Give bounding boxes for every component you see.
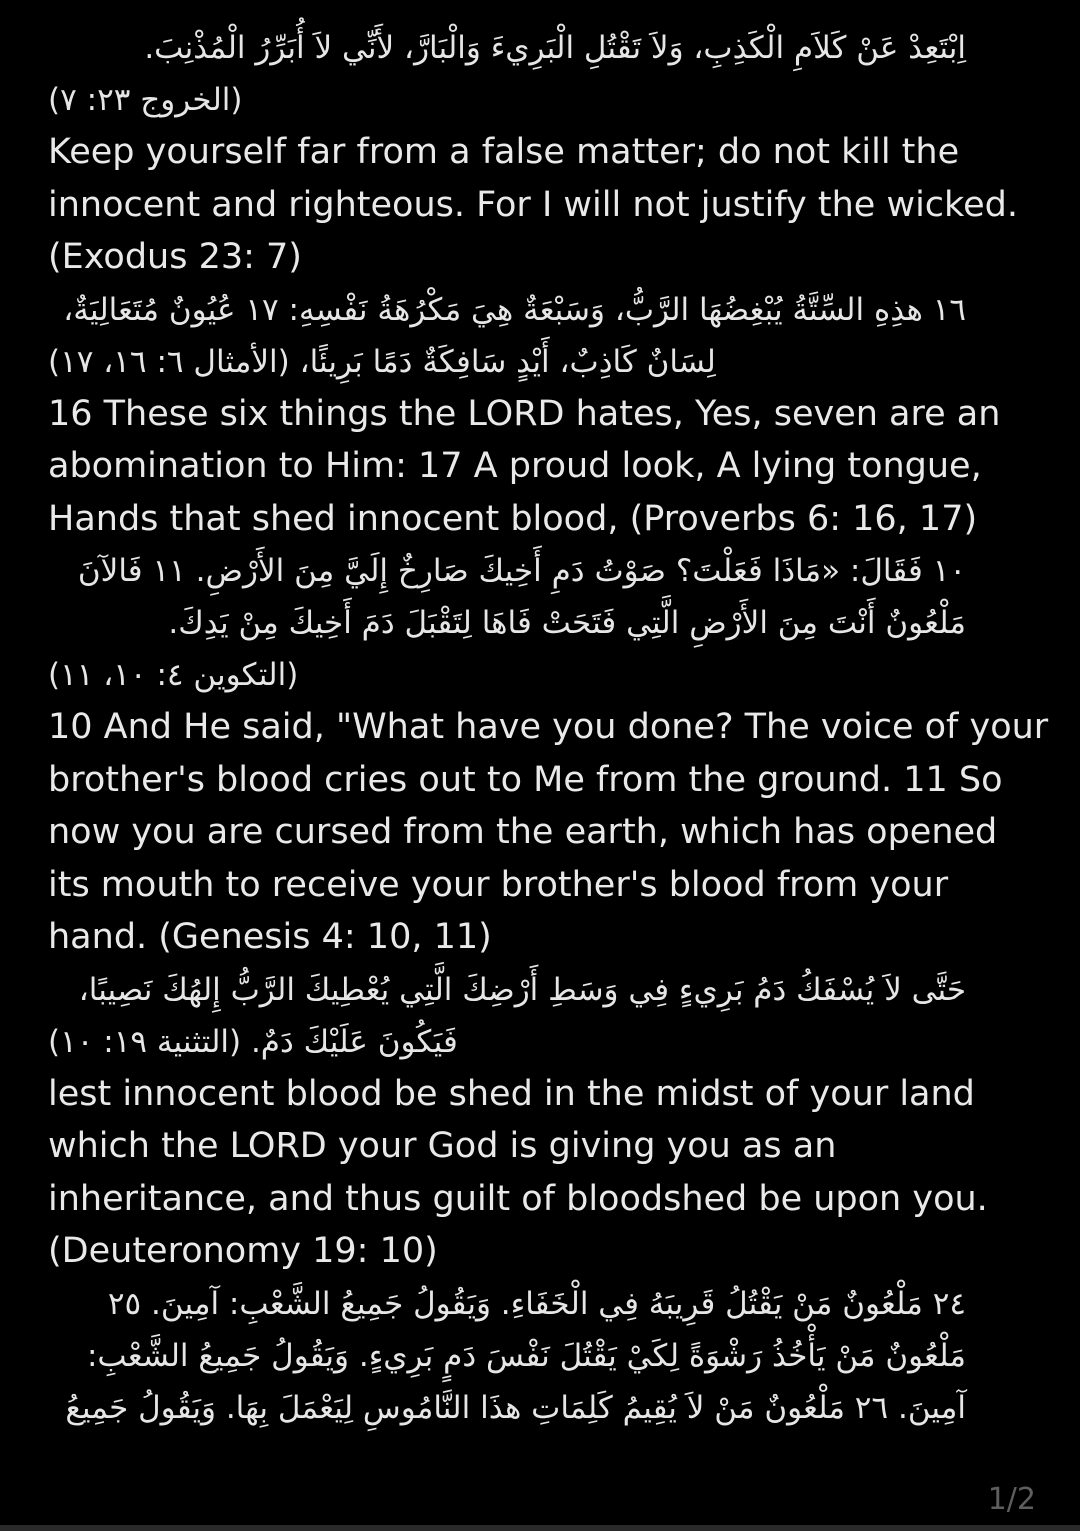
english-line: 10 And He said, "What have you done? The voice of your xyxy=(48,707,1049,747)
arabic-reference: لِسَانٌ كَاذِبٌ، أَيْدٍ سَافِكَةٌ دَمًا بَرِيئًا، (الأمثال ٦: ١٦، ١٧) xyxy=(48,343,716,380)
arabic-verse-deuteronomy xyxy=(48,964,1016,1068)
arabic-line: اِبْتَعِدْ عَنْ كَلاَمِ الْكَذِبِ، وَلاَ تَقْتُلِ الْبَرِيءَ وَالْبَارَّ، لأَنِّي لاَ أُبَرِّرُ الْمُذْنِبَ. xyxy=(144,30,966,66)
arabic-reference: فَيَكُونَ عَلَيْكَ دَمٌ. (التثنية ١٩: ١٠) xyxy=(48,1023,458,1060)
arabic-line: آمِينَ. ٢٦ مَلْعُونٌ مَنْ لاَ يُقِيمُ كَلِمَاتِ هذَا النَّامُوسِ لِيَعْمَلَ بِهَا. وَيَقُولُ جَمِيعُ xyxy=(65,1389,966,1426)
english-reference: (Deuteronomy 19: 10) xyxy=(48,1231,438,1271)
arabic-verse-proverbs xyxy=(48,284,1016,388)
arabic-verse-genesis xyxy=(48,545,1016,701)
arabic-line: ١٠ فَقَالَ: «مَاذَا فَعَلْتَ؟ صَوْتُ دَمِ أَخِيكَ صَارِخٌ إِلَيَّ مِنَ الأَرْضِ. ١١ فَالآنَ xyxy=(77,553,966,589)
arabic-reference: (التكوين ٤: ١٠، ١١) xyxy=(48,657,299,693)
english-line: Keep yourself far from a false matter; do not kill the xyxy=(48,132,960,172)
english-line: lest innocent blood be shed in the midst of your land xyxy=(48,1073,975,1114)
english-line: now you are cursed from the earth, which has opened xyxy=(48,812,998,852)
scripture-content xyxy=(48,22,1049,1434)
english-line: abomination to Him: 17 A proud look, A lying tongue, xyxy=(48,446,982,486)
english-line: which the LORD your God is giving you as an xyxy=(48,1126,837,1166)
english-line: brother's blood cries out to Me from the ground. 11 So xyxy=(48,759,1003,800)
english-line: 16 These six things the LORD hates, Yes, seven are an xyxy=(48,393,1001,434)
arabic-line: ١٦ هذِهِ السِّتَّةُ يُبْغِضُهَا الرَّبُّ، وَسَبْعَةٌ هِيَ مَكْرُهَةُ نَفْسِهِ: ١٧ عُيُونٌ مُتَعَالِيَةٌ، xyxy=(63,291,966,328)
english-line: hand. (Genesis 4: 10, 11) xyxy=(48,917,492,957)
arabic-line: مَلْعُونٌ مَنْ يَأْخُذُ رَشْوَةً لِكَيْ يَقْتُلَ نَفْسَ دَمٍ بَرِيءٍ. وَيَقُولُ جَمِيعُ الشَّعْبِ: xyxy=(86,1337,966,1374)
arabic-verse-exodus xyxy=(48,22,1016,126)
arabic-line: مَلْعُونٌ أَنْتَ مِنَ الأَرْضِ الَّتِي فَتَحَتْ فَاهَا لِتَقْبَلَ دَمَ أَخِيكَ مِنْ يَدِكَ. xyxy=(168,605,966,641)
english-line: Hands that shed innocent blood, (Proverbs 6: 16, 17) xyxy=(48,498,978,539)
arabic-verse-cursed xyxy=(48,1278,1016,1434)
arabic-reference: (الخروج ٢٣: ٧) xyxy=(48,82,243,118)
english-line: its mouth to receive your brother's blood from your xyxy=(48,864,949,905)
english-line: inheritance, and thus guilt of bloodshed be upon you. xyxy=(48,1178,988,1219)
english-verse-genesis xyxy=(48,701,1049,964)
english-line: innocent and righteous. For I will not justify the wicked. xyxy=(48,184,1018,225)
english-verse-deuteronomy xyxy=(48,1068,1016,1278)
english-verse-exodus xyxy=(48,126,1016,284)
arabic-line: حَتَّى لاَ يُسْفَكُ دَمُ بَرِيءٍ فِي وَسَطِ أَرْضِكَ الَّتِي يُعْطِيكَ الرَّبُّ إِلهُكَ نَصِيبًا، xyxy=(78,971,966,1008)
english-reference: (Exodus 23: 7) xyxy=(48,237,302,277)
bottom-divider xyxy=(0,1525,1080,1531)
english-verse-proverbs xyxy=(48,388,1016,546)
arabic-line: ٢٤ مَلْعُونٌ مَنْ يَقْتُلُ قَرِيبَهُ فِي الْخَفَاءِ. وَيَقُولُ جَمِيعُ الشَّعْبِ: آمِينَ. ٢٥ xyxy=(107,1285,966,1322)
page-indicator: 1/2 xyxy=(987,1482,1036,1517)
